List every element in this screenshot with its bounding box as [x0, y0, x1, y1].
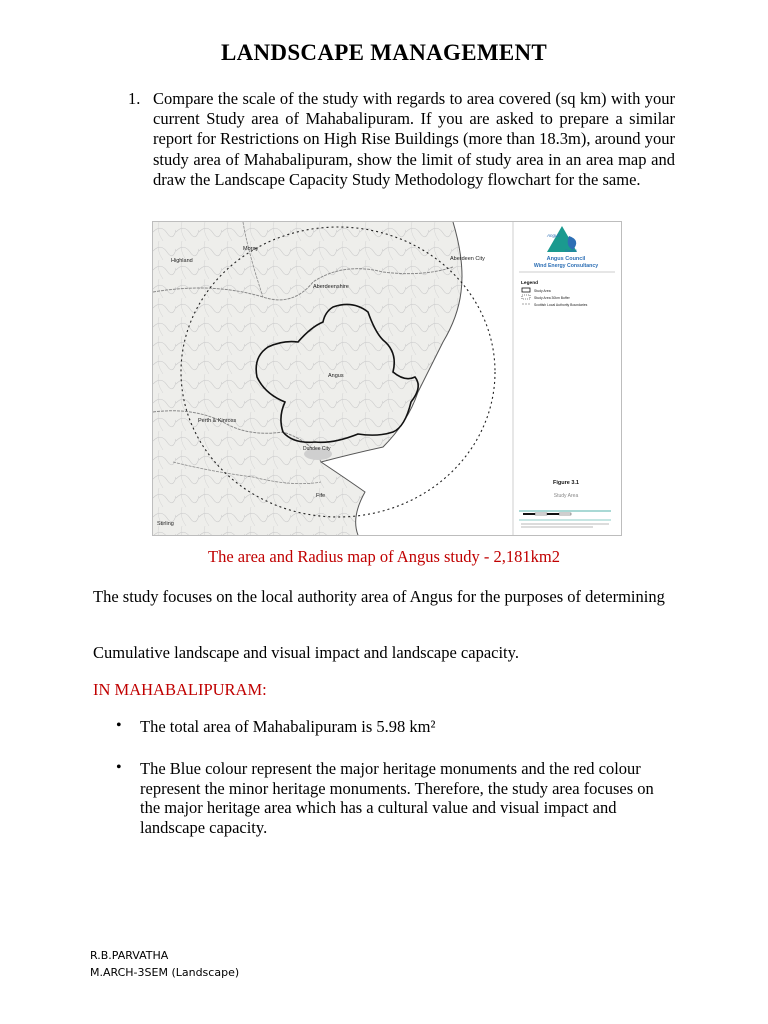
map-label-stirling: Stirling: [157, 521, 174, 527]
legend-item-study-area: Study Area: [534, 289, 551, 293]
page-title: LANDSCAPE MANAGEMENT: [220, 40, 548, 65]
bullet-marker: •: [116, 717, 122, 734]
paragraph-study-focus: The study focuses on the local authority area of Angus for the purposes of determining: [93, 587, 665, 606]
figure-title: Study Area: [553, 493, 579, 499]
paragraph-cumulative: Cumulative landscape and visual impact and landscape capacity.: [93, 643, 519, 662]
map-label-aberdeenshire: Aberdeenshire: [313, 284, 349, 290]
angus-study-area-map: [152, 221, 622, 536]
map-label-dundee-city: Dundee City: [303, 446, 331, 452]
bullet-marker: •: [116, 759, 122, 776]
legend-title: Legend: [521, 281, 539, 286]
org-name: Angus Council: [546, 256, 586, 262]
map-caption: The area and Radius map of Angus study - 2,181km2: [208, 547, 560, 566]
legend-item-boundaries: Scottish Local Authority Boundaries: [534, 303, 588, 307]
question-text: Compare the scale of the study with regards to area covered (sq km) with your current Study area of Mahabalipuram. If you are asked to prepare a similar report for Restrictions on High Rise Buildings (more than 18.3m), around your study area of Mahabalipuram, show the limit of study area in an area map and draw the Landscape Capacity Study Methodology flowchart for the same.: [153, 89, 675, 189]
logo-text-council: Council: [565, 249, 577, 253]
map-label-aberdeen-city: Aberdeen City: [450, 256, 485, 262]
logo-text-angus: Angus: [547, 233, 560, 238]
figure-label: Figure 3.1: [553, 480, 579, 486]
bullet-item-heritage: The Blue colour represent the major heritage monuments and the red colour represent the minor heritage monuments. Therefore, the study area focuses on the major heritage area which has a cultural value and visual impact and landscape capacity.: [140, 759, 654, 837]
org-subtitle: Wind Energy Consultancy: [533, 263, 599, 269]
section-heading-mahabalipuram: IN MAHABALIPURAM:: [93, 680, 267, 699]
footer-course: M.ARCH-3SEM (Landscape): [90, 966, 240, 979]
bullet-item-total-area: The total area of Mahabalipuram is 5.98 km²: [140, 717, 436, 736]
map-label-fife: Fife: [316, 493, 326, 499]
map-label-angus: Angus: [328, 373, 344, 379]
question-number: 1.: [128, 89, 141, 108]
map-label-highland: Highland: [171, 258, 193, 264]
map-label-moray: Moray: [243, 246, 259, 252]
map-svg: [153, 222, 621, 535]
map-label-perth-kinross: Perth & Kinross: [198, 418, 237, 424]
legend-item-buffer: Study Area 30km Buffer: [534, 296, 570, 300]
footer-author-name: R.B.PARVATHA: [90, 949, 169, 962]
